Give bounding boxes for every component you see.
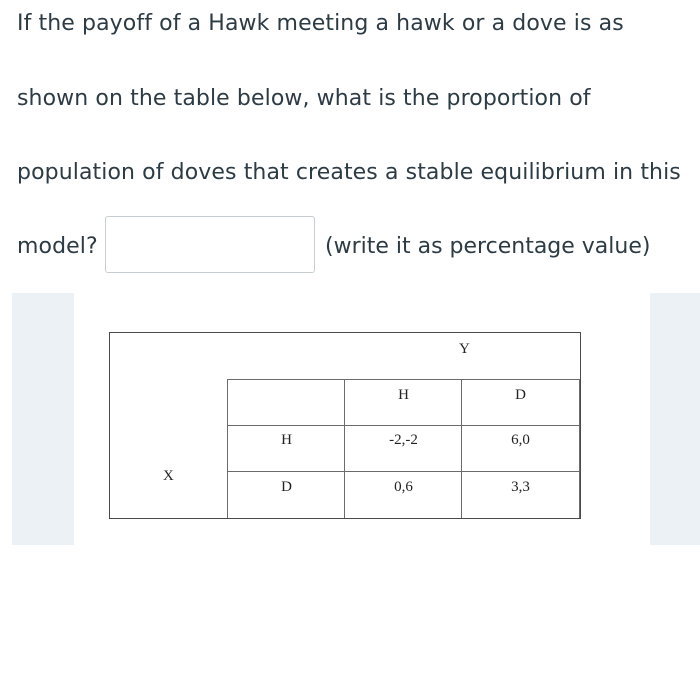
question-line-3: population of doves that creates a stable equilibrium in this <box>17 160 681 185</box>
grid-line <box>579 379 580 518</box>
question-line-4-prefix: model? <box>17 234 98 259</box>
payoff-cell-dh: 0,6 <box>394 479 413 495</box>
column-header-hawk: H <box>398 387 409 403</box>
grid-line <box>227 471 580 472</box>
answer-input[interactable] <box>105 216 315 273</box>
grid-line <box>227 379 580 380</box>
column-player-label: Y <box>459 341 470 357</box>
payoff-cell-hh: -2,-2 <box>389 432 418 448</box>
column-header-dove: D <box>515 387 526 403</box>
payoff-cell-hd: 6,0 <box>511 432 530 448</box>
question-line-4-suffix: (write it as percentage value) <box>325 234 651 259</box>
image-background-left <box>12 293 74 545</box>
row-label-dove: D <box>281 479 292 495</box>
row-player-label: X <box>163 468 174 484</box>
image-background-right <box>650 293 700 545</box>
row-label-hawk: H <box>281 432 292 448</box>
question-line-2: shown on the table below, what is the proportion of <box>17 86 591 111</box>
question-line-1: If the payoff of a Hawk meeting a hawk or a dove is as <box>17 11 624 36</box>
payoff-matrix <box>109 332 581 519</box>
grid-line <box>227 425 580 426</box>
payoff-cell-dd: 3,3 <box>511 479 530 495</box>
